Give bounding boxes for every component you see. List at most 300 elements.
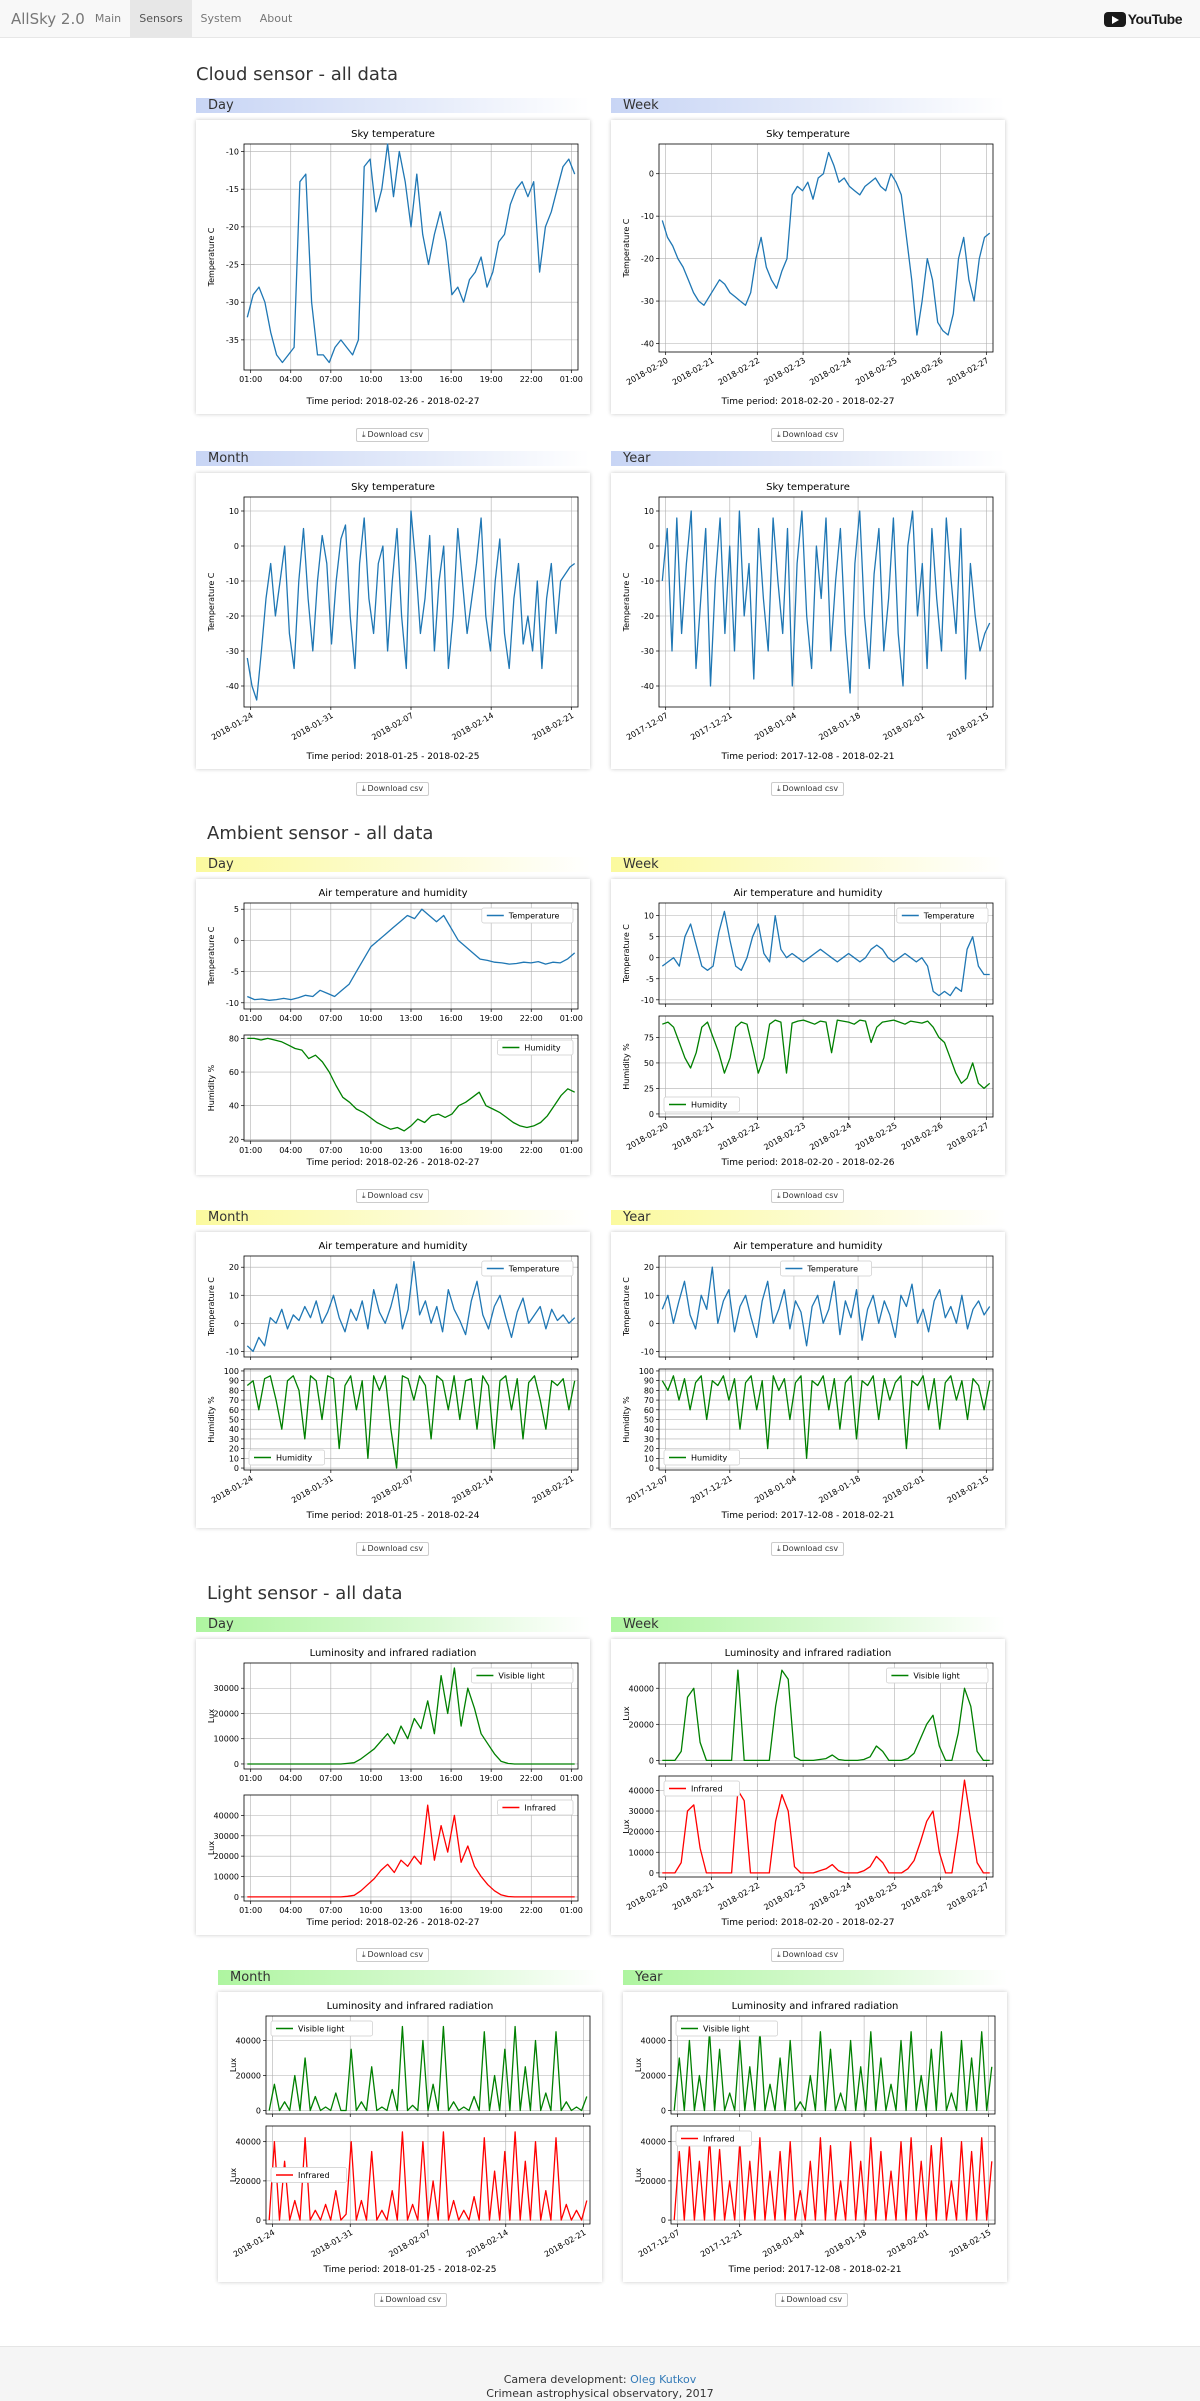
y-tick-label: 5 <box>233 905 239 915</box>
legend-label: Visible light <box>913 1671 960 1681</box>
y-tick-label: -40 <box>225 682 239 691</box>
series-line <box>674 2032 992 2111</box>
x-tick-label: 2018-01-24 <box>209 710 255 742</box>
x-tick-label: 22:00 <box>519 1146 543 1155</box>
download-csv-button-cloud-week[interactable]: ⤓ Download csv <box>771 428 844 442</box>
x-tick-label: 01:00 <box>239 1146 263 1155</box>
y-tick-label: 0 <box>233 1464 239 1474</box>
chart-card-light-year <box>623 1992 1007 2282</box>
download-csv-button-cloud-year[interactable]: ⤓ Download csv <box>771 782 844 796</box>
y-tick-label: -35 <box>225 335 239 345</box>
chart-title: Luminosity and infrared radiation <box>731 2001 899 2012</box>
x-tick-label: 2018-02-20 <box>624 1880 670 1912</box>
y-tick-label: 40000 <box>640 2137 666 2147</box>
chart-light-day <box>196 1639 590 1935</box>
x-tick-label: 2018-02-26 <box>899 355 945 387</box>
y-tick-label: 5 <box>648 932 654 942</box>
legend-label: Temperature <box>508 1264 560 1274</box>
y-tick-label: 60 <box>228 1068 239 1078</box>
x-tick-label: 2017-12-21 <box>698 2227 744 2259</box>
x-tick-label: 2018-02-20 <box>624 1120 670 1152</box>
x-tick-label: 2018-02-25 <box>853 355 899 387</box>
y-tick-label: -40 <box>640 339 654 349</box>
y-tick-label: 40 <box>643 1425 654 1435</box>
y-tick-label: 20000 <box>235 2176 261 2186</box>
y-tick-label: -5 <box>646 974 654 984</box>
x-tick-label: 01:00 <box>239 375 263 384</box>
y-tick-label: 10 <box>228 507 239 516</box>
x-tick-label: 2018-02-27 <box>945 1880 991 1912</box>
period-bar-ambient-day: Day <box>196 857 590 872</box>
legend-label: Temperature <box>508 911 560 921</box>
x-tick-label: 2018-02-21 <box>670 1880 716 1912</box>
y-axis-label: Temperature C <box>622 572 631 632</box>
chart-title: Luminosity and infrared radiation <box>724 1648 892 1659</box>
time-period-label: Time period: 2017-12-08 - 2018-02-21 <box>721 752 895 762</box>
legend <box>471 1668 573 1683</box>
y-tick-label: 0 <box>648 1756 654 1766</box>
x-tick-label: 2018-02-24 <box>808 355 853 387</box>
y-tick-label: 10000 <box>213 1734 239 1744</box>
y-tick-label: -30 <box>640 297 654 307</box>
y-tick-label: -30 <box>640 647 654 656</box>
chart-amb-day <box>196 879 590 1175</box>
y-tick-label: 0 <box>648 542 654 551</box>
chart-title: Sky temperature <box>351 129 435 140</box>
plot-panel-0 <box>622 1256 993 1360</box>
x-tick-label: 04:00 <box>279 1014 303 1023</box>
y-tick-label: 20 <box>643 1263 654 1273</box>
legend <box>249 1450 325 1465</box>
x-tick-label: 2018-02-23 <box>762 1880 808 1912</box>
y-tick-label: 80 <box>643 1386 654 1396</box>
period-bar-ambient-month: Month <box>196 1210 590 1225</box>
y-tick-label: 90 <box>643 1376 654 1386</box>
chart-card-ambient-day <box>196 879 590 1175</box>
time-period-label: Time period: 2018-02-20 - 2018-02-27 <box>721 397 895 407</box>
y-axis-label: Temperature C <box>207 1277 216 1336</box>
plot-panel-1 <box>622 1367 993 1505</box>
x-tick-label: 2018-02-26 <box>899 1120 945 1152</box>
download-csv-button-light-month[interactable]: ⤓ Download csv <box>374 2293 447 2307</box>
y-axis-label: Temperature C <box>622 218 631 278</box>
x-tick-label: 2017-12-21 <box>689 1473 734 1505</box>
x-tick-label: 19:00 <box>479 1014 503 1023</box>
chart-title: Air temperature and humidity <box>318 888 468 899</box>
y-tick-label: 0 <box>255 2106 261 2116</box>
x-tick-label: 19:00 <box>479 375 503 384</box>
chart-light-year <box>623 1992 1007 2282</box>
download-csv-button-light-year[interactable]: ⤓ Download csv <box>775 2293 848 2307</box>
y-axis-label: Lux <box>622 1706 631 1721</box>
legend <box>497 1040 573 1055</box>
chart-title: Luminosity and infrared radiation <box>309 1648 477 1659</box>
y-tick-label: 10000 <box>213 1872 239 1882</box>
y-tick-label: 40000 <box>213 1811 239 1821</box>
time-period-label: Time period: 2018-02-20 - 2018-02-27 <box>721 1918 895 1928</box>
y-axis-label: Temperature C <box>622 1277 631 1336</box>
y-tick-label: 10 <box>643 911 654 921</box>
y-tick-label: 20000 <box>628 1827 654 1837</box>
legend <box>482 1261 573 1276</box>
x-tick-label: 2018-02-15 <box>945 710 991 742</box>
legend-label: Infrared <box>691 1784 723 1794</box>
y-axis-label: Humidity % <box>207 1396 216 1443</box>
y-tick-label: -25 <box>225 260 239 270</box>
nav-system[interactable]: System <box>200 12 242 25</box>
download-icon: ⤓ <box>777 1950 781 1959</box>
x-tick-label: 16:00 <box>439 1014 463 1023</box>
x-tick-label: 2018-02-26 <box>899 1880 945 1912</box>
legend-label: Visible light <box>703 2024 750 2034</box>
x-tick-label: 19:00 <box>479 1906 503 1915</box>
x-tick-label: 2018-01-24 <box>209 1473 255 1505</box>
download-csv-button-cloud-month[interactable]: ⤓ Download csv <box>356 782 429 796</box>
navbar <box>0 0 1200 38</box>
chart-card-ambient-week <box>611 879 1005 1175</box>
legend-label: Visible light <box>298 2024 345 2034</box>
legend <box>676 2131 752 2146</box>
chart-cloud-week <box>611 120 1005 414</box>
x-tick-label: 16:00 <box>439 1146 463 1155</box>
x-tick-label: 01:00 <box>559 1774 583 1783</box>
y-tick-label: 90 <box>228 1376 239 1386</box>
nav-about[interactable]: About <box>259 12 293 25</box>
plot-panel-0 <box>622 1663 993 1767</box>
legend-label: Humidity <box>691 1453 728 1463</box>
plot-panel-0 <box>622 903 993 1007</box>
section-title-ambient: Ambient sensor - all data <box>207 823 434 844</box>
x-tick-label: 2018-02-07 <box>370 1473 415 1505</box>
y-tick-label: 0 <box>233 1319 239 1329</box>
download-icon: ⤓ <box>362 784 366 793</box>
time-period-label: Time period: 2017-12-08 - 2018-02-21 <box>728 2265 902 2275</box>
plot-panel-0 <box>207 1256 578 1360</box>
chart-card-light-month <box>218 1992 602 2282</box>
footer <box>0 2346 1200 2401</box>
series-line <box>662 511 989 693</box>
legend-label: Visible light <box>498 1671 545 1681</box>
y-tick-label: 0 <box>660 2106 666 2116</box>
download-csv-button-ambient-year[interactable]: ⤓ Download csv <box>771 1542 844 1556</box>
x-tick-label: 2018-02-15 <box>945 1473 991 1505</box>
y-tick-label: 20000 <box>628 1720 654 1730</box>
x-tick-label: 07:00 <box>319 375 343 384</box>
chart-card-cloud-month <box>196 473 590 769</box>
x-tick-label: 2018-02-21 <box>530 710 576 742</box>
period-bar-cloud-day: Day <box>196 98 590 113</box>
plot-panel-0 <box>207 1663 583 1783</box>
y-tick-label: 20 <box>643 1444 654 1454</box>
y-tick-label: 20000 <box>640 2176 666 2186</box>
period-bar-light-week: Week <box>611 1617 1005 1632</box>
x-tick-label: 16:00 <box>439 1906 463 1915</box>
y-tick-label: 20 <box>228 1444 239 1454</box>
y-axis-label: Lux <box>622 1819 631 1834</box>
x-tick-label: 2018-01-31 <box>290 1473 335 1505</box>
x-tick-label: 2018-02-21 <box>670 1120 716 1152</box>
x-tick-label: 2018-02-27 <box>945 355 991 387</box>
x-tick-label: 01:00 <box>239 1774 263 1783</box>
y-tick-label: 30000 <box>213 1684 239 1694</box>
download-csv-button-cloud-day[interactable]: ⤓ Download csv <box>356 428 429 442</box>
download-icon: ⤓ <box>777 1544 781 1553</box>
x-tick-label: 22:00 <box>519 1774 543 1783</box>
plot-panel-1 <box>207 1367 578 1505</box>
legend <box>886 1668 988 1683</box>
x-tick-label: 10:00 <box>359 1146 383 1155</box>
y-tick-label: -15 <box>225 185 239 195</box>
y-tick-label: 40000 <box>235 2036 261 2046</box>
legend <box>271 2021 373 2036</box>
x-tick-label: 19:00 <box>479 1774 503 1783</box>
legend-label: Temperature <box>807 1264 859 1274</box>
legend-label: Infrared <box>703 2134 735 2144</box>
youtube-icon <box>1104 12 1126 27</box>
legend <box>897 908 988 923</box>
chart-title: Air temperature and humidity <box>733 1241 883 1252</box>
x-tick-label: 04:00 <box>279 375 303 384</box>
download-csv-button-light-day[interactable]: ⤓ Download csv <box>356 1948 429 1962</box>
x-tick-label: 2018-01-18 <box>817 710 863 742</box>
x-tick-label: 22:00 <box>519 1014 543 1023</box>
y-tick-label: 40000 <box>628 1684 654 1694</box>
x-tick-label: 2018-02-21 <box>542 2227 588 2259</box>
y-tick-label: -30 <box>225 647 239 656</box>
y-tick-label: 20000 <box>213 1852 239 1862</box>
x-tick-label: 2018-02-14 <box>450 710 496 742</box>
chart-amb-year <box>611 1232 1005 1528</box>
chart-card-light-day <box>196 1639 590 1935</box>
legend <box>482 908 573 923</box>
y-tick-label: 40 <box>228 1101 239 1111</box>
y-tick-label: 0 <box>233 936 239 946</box>
y-tick-label: -30 <box>225 298 239 308</box>
y-tick-label: 0 <box>233 1759 239 1769</box>
download-icon: ⤓ <box>362 1544 366 1553</box>
legend <box>676 2021 778 2036</box>
chart-title: Sky temperature <box>766 129 850 140</box>
x-tick-label: 2018-02-01 <box>885 2227 931 2259</box>
y-tick-label: 30000 <box>628 1807 654 1817</box>
y-axis-label: Lux <box>207 1708 216 1724</box>
download-icon: ⤓ <box>362 1191 366 1200</box>
x-tick-label: 2018-02-24 <box>808 1880 853 1912</box>
y-tick-label: 20000 <box>640 2071 666 2081</box>
x-tick-label: 13:00 <box>399 1774 423 1783</box>
y-tick-label: 100 <box>638 1366 654 1376</box>
y-axis-label: Humidity % <box>622 1396 631 1443</box>
legend <box>497 1800 573 1815</box>
y-tick-label: 70 <box>643 1396 654 1406</box>
x-tick-label: 16:00 <box>439 1774 463 1783</box>
x-tick-label: 07:00 <box>319 1014 343 1023</box>
period-bar-light-day: Day <box>196 1617 590 1632</box>
nav-sensors[interactable]: Sensors <box>130 0 192 37</box>
y-tick-label: -20 <box>640 612 654 621</box>
x-tick-label: 2017-12-21 <box>689 710 734 742</box>
download-csv-button-light-week[interactable]: ⤓ Download csv <box>771 1948 844 1962</box>
y-tick-label: 0 <box>255 2216 261 2226</box>
footer-org: Crimean astrophysical observatory, 2017 <box>486 2387 714 2400</box>
y-tick-label: 10 <box>643 1291 654 1301</box>
period-bar-cloud-year: Year <box>611 451 1005 466</box>
y-axis-label: Temperature C <box>622 924 631 983</box>
y-tick-label: 30 <box>643 1434 654 1444</box>
chart-cloud-day <box>196 120 590 414</box>
legend-label: Infrared <box>524 1803 556 1813</box>
x-tick-label: 10:00 <box>359 1014 383 1023</box>
download-icon: ⤓ <box>781 2295 785 2304</box>
plot-panel-0 <box>207 497 578 742</box>
y-tick-label: 40000 <box>640 2036 666 2046</box>
x-tick-label: 2018-01-31 <box>309 2227 355 2259</box>
time-period-label: Time period: 2018-01-25 - 2018-02-24 <box>306 1511 480 1521</box>
download-csv-button-ambient-day[interactable]: ⤓ Download csv <box>356 1189 429 1203</box>
y-axis-label: Lux <box>229 2057 238 2073</box>
y-tick-label: 0 <box>648 1319 654 1329</box>
download-csv-button-ambient-week[interactable]: ⤓ Download csv <box>771 1189 844 1203</box>
y-axis-label: Humidity % <box>622 1043 631 1090</box>
x-tick-label: 2018-02-22 <box>716 1880 762 1912</box>
y-tick-label: 20 <box>228 1263 239 1273</box>
y-tick-label: 50 <box>228 1415 239 1425</box>
x-tick-label: 2018-01-18 <box>823 2227 869 2259</box>
legend-label: Temperature <box>923 911 975 921</box>
y-tick-label: 0 <box>648 169 654 179</box>
x-tick-label: 16:00 <box>439 375 463 384</box>
time-period-label: Time period: 2018-01-25 - 2018-02-25 <box>306 752 480 762</box>
chart-card-light-week <box>611 1639 1005 1935</box>
chart-card-cloud-week <box>611 120 1005 414</box>
author-link[interactable]: Oleg Kutkov <box>630 2373 697 2386</box>
period-bar-cloud-week: Week <box>611 98 1005 113</box>
x-tick-label: 2018-02-21 <box>530 1473 576 1505</box>
plot-panel-0 <box>207 903 583 1023</box>
x-tick-label: 2018-02-24 <box>808 1120 853 1152</box>
y-tick-label: 0 <box>660 2216 666 2226</box>
y-tick-label: 20000 <box>213 1709 239 1719</box>
series-line <box>662 1264 989 1346</box>
legend <box>664 1781 740 1796</box>
x-tick-label: 19:00 <box>479 1146 503 1155</box>
x-tick-label: 2018-01-04 <box>761 2227 806 2259</box>
x-tick-label: 2018-02-20 <box>624 355 670 387</box>
y-tick-label: 50 <box>643 1058 654 1068</box>
nav-main[interactable]: Main <box>94 12 122 25</box>
legend-label: Humidity <box>524 1043 561 1053</box>
y-tick-label: 10000 <box>628 1848 654 1858</box>
y-tick-label: -40 <box>640 682 654 691</box>
y-axis-label: Lux <box>634 2057 643 2073</box>
y-tick-label: -10 <box>225 998 239 1008</box>
download-icon: ⤓ <box>380 2295 384 2304</box>
x-tick-label: 22:00 <box>519 375 543 384</box>
youtube-link[interactable] <box>1104 10 1182 28</box>
chart-title: Luminosity and infrared radiation <box>326 2001 494 2012</box>
y-tick-label: 80 <box>228 1034 239 1044</box>
x-tick-label: 2018-02-22 <box>716 355 762 387</box>
plot-panel-1 <box>622 1776 993 1912</box>
chart-light-week <box>611 1639 1005 1935</box>
plot-panel-1 <box>229 2126 590 2259</box>
legend <box>664 1450 740 1465</box>
legend-label: Humidity <box>276 1453 313 1463</box>
y-tick-label: 75 <box>643 1033 654 1043</box>
y-axis-label: Lux <box>634 2167 643 2183</box>
plot-panel-1 <box>207 1034 583 1155</box>
y-tick-label: 80 <box>228 1386 239 1396</box>
y-tick-label: 0 <box>648 1868 654 1878</box>
chart-card-ambient-year <box>611 1232 1005 1528</box>
download-icon: ⤓ <box>362 1950 366 1959</box>
y-tick-label: -10 <box>640 212 654 222</box>
download-icon: ⤓ <box>362 430 366 439</box>
x-tick-label: 2018-02-14 <box>450 1473 496 1505</box>
youtube-label: YouTube <box>1127 11 1182 27</box>
chart-title: Air temperature and humidity <box>318 1241 468 1252</box>
plot-panel-1 <box>634 2126 995 2259</box>
x-tick-label: 2018-02-23 <box>762 1120 808 1152</box>
y-tick-label: 0 <box>648 953 654 963</box>
time-period-label: Time period: 2018-02-26 - 2018-02-27 <box>306 397 480 407</box>
x-tick-label: 2018-02-14 <box>464 2227 510 2259</box>
y-tick-label: 60 <box>643 1405 654 1415</box>
plot-frame <box>659 144 993 352</box>
y-axis-label: Temperature C <box>207 227 216 287</box>
chart-title: Air temperature and humidity <box>733 888 883 899</box>
x-tick-label: 2017-12-07 <box>636 2227 682 2259</box>
y-tick-label: -10 <box>225 1347 239 1357</box>
plot-panel-0 <box>634 2016 995 2117</box>
x-tick-label: 22:00 <box>519 1906 543 1915</box>
download-icon: ⤓ <box>777 430 781 439</box>
x-tick-label: 2018-02-22 <box>716 1120 762 1152</box>
y-tick-label: 60 <box>228 1405 239 1415</box>
x-tick-label: 2017-12-07 <box>624 710 670 742</box>
y-tick-label: 100 <box>223 1366 239 1376</box>
chart-title: Sky temperature <box>766 482 850 493</box>
plot-panel-1 <box>622 1016 993 1152</box>
y-tick-label: -10 <box>225 147 239 157</box>
x-tick-label: 01:00 <box>559 1014 583 1023</box>
y-tick-label: 0 <box>233 542 239 551</box>
x-tick-label: 2018-02-01 <box>881 1473 927 1505</box>
download-csv-button-ambient-month[interactable]: ⤓ Download csv <box>356 1542 429 1556</box>
download-icon: ⤓ <box>777 1191 781 1200</box>
y-tick-label: 30000 <box>213 1831 239 1841</box>
x-tick-label: 07:00 <box>319 1774 343 1783</box>
x-tick-label: 2018-02-15 <box>947 2227 993 2259</box>
x-tick-label: 10:00 <box>359 375 383 384</box>
y-tick-label: 40 <box>228 1425 239 1435</box>
period-bar-light-year: Year <box>623 1970 1007 1985</box>
period-bar-cloud-month: Month <box>196 451 590 466</box>
y-tick-label: -10 <box>640 577 654 586</box>
y-tick-label: 0 <box>648 1109 654 1119</box>
x-tick-label: 01:00 <box>559 375 583 384</box>
chart-cloud-year <box>611 473 1005 769</box>
y-axis-label: Temperature C <box>207 572 216 632</box>
x-tick-label: 04:00 <box>279 1774 303 1783</box>
x-tick-label: 2018-02-21 <box>670 355 716 387</box>
y-tick-label: 10 <box>643 1454 654 1464</box>
time-period-label: Time period: 2018-02-20 - 2018-02-26 <box>721 1158 895 1168</box>
series-line <box>674 2138 992 2220</box>
x-tick-label: 01:00 <box>239 1906 263 1915</box>
x-tick-label: 2018-02-07 <box>387 2227 432 2259</box>
brand[interactable]: AllSky 2.0 <box>11 10 85 28</box>
